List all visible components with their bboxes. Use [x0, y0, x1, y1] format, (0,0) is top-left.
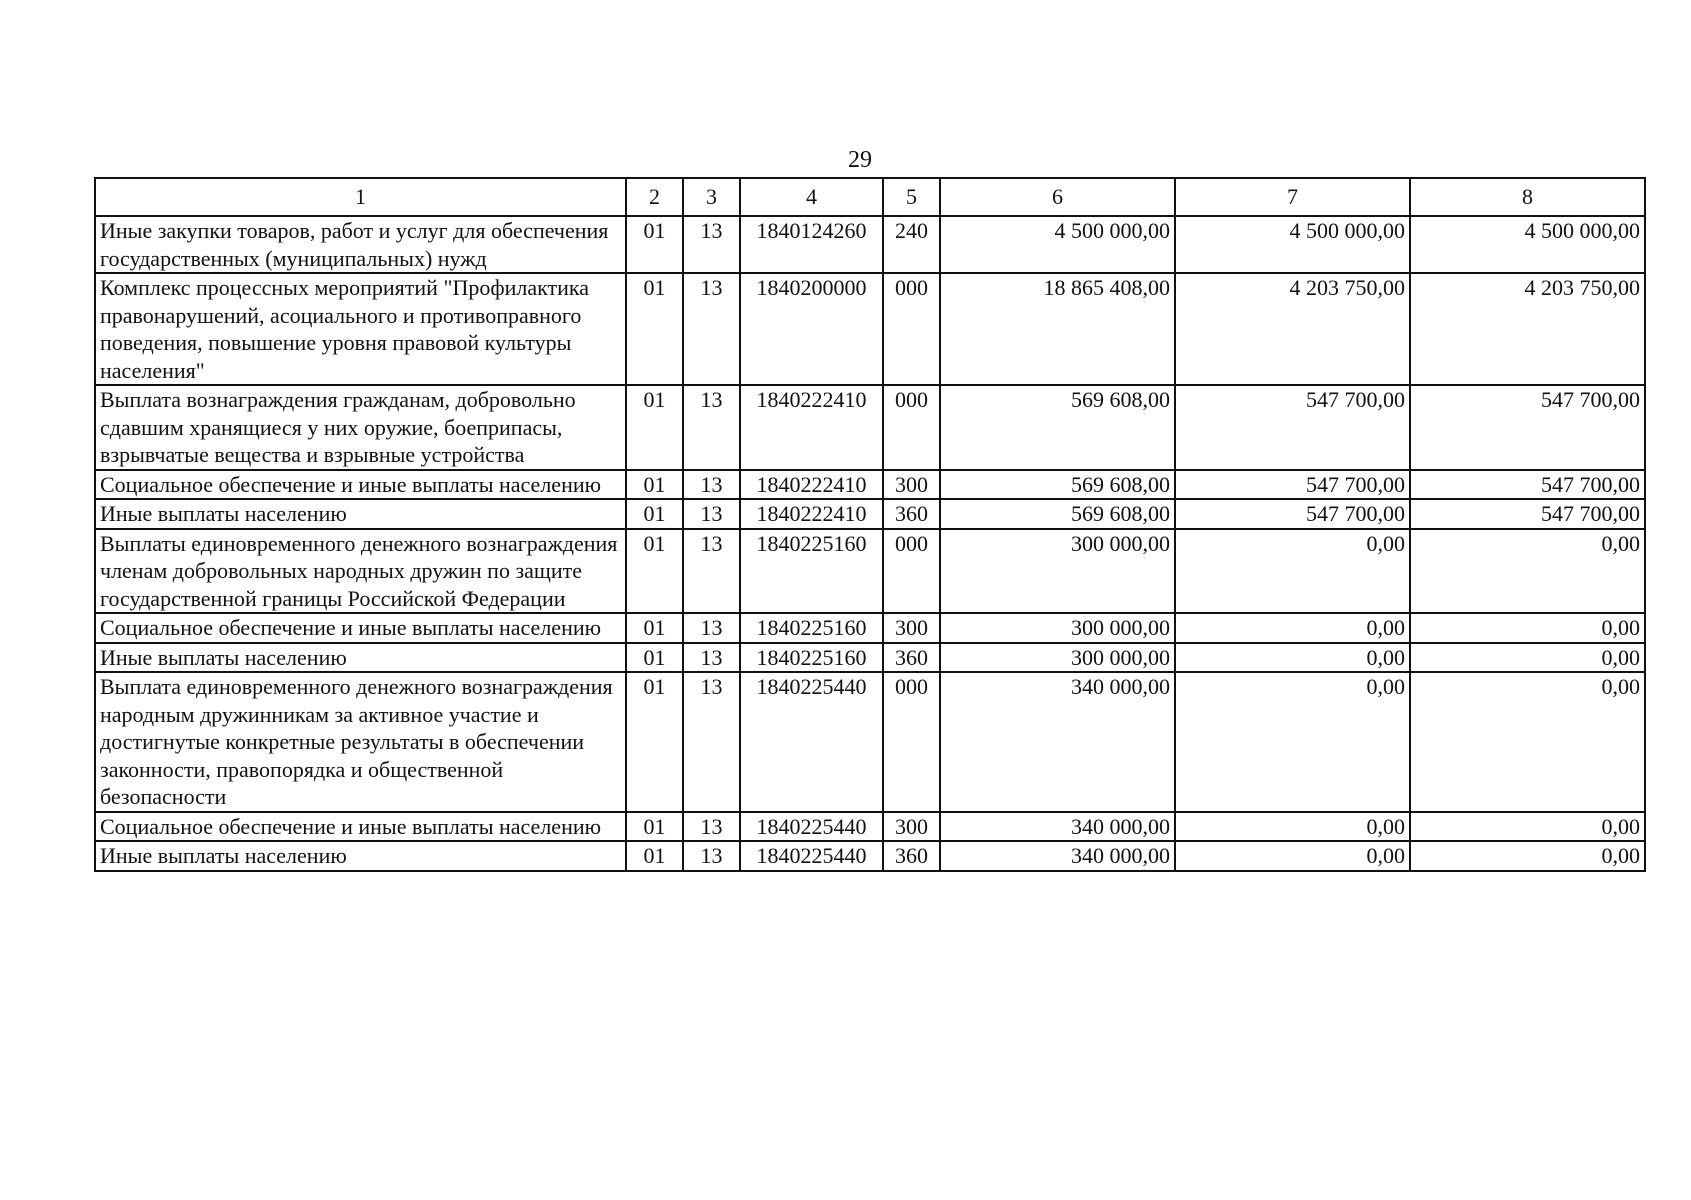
subsection-code: 13: [683, 499, 740, 529]
amount-col-8: 547 700,00: [1410, 385, 1645, 470]
section-code: 01: [626, 499, 683, 529]
expense-type-code: 360: [883, 841, 940, 871]
subsection-code: 13: [683, 643, 740, 673]
amount-col-6: 300 000,00: [940, 613, 1175, 643]
amount-col-8: 0,00: [1410, 812, 1645, 842]
amount-col-7: 4 500 000,00: [1175, 216, 1410, 273]
table-row: [95, 613, 1645, 643]
table-row: [95, 216, 1645, 273]
amount-col-7: 0,00: [1175, 672, 1410, 812]
table-row: [95, 470, 1645, 500]
subsection-code: 13: [683, 385, 740, 470]
amount-col-6: 340 000,00: [940, 812, 1175, 842]
budget-table: [94, 177, 1646, 872]
subsection-code: 13: [683, 613, 740, 643]
table-row: [95, 841, 1645, 871]
amount-col-8: 0,00: [1410, 613, 1645, 643]
amount-col-8: 0,00: [1410, 529, 1645, 614]
target-article-code: 1840225160: [740, 643, 883, 673]
item-name: Выплата единовременного денежного вознаграждения народным дружинникам за активное участие и достигнутые конкретные результаты в обеспечении законности, правопорядка и общественной безопасности: [95, 672, 626, 812]
target-article-code: 1840200000: [740, 273, 883, 385]
expense-type-code: 000: [883, 273, 940, 385]
table-row: [95, 529, 1645, 614]
amount-col-8: 0,00: [1410, 643, 1645, 673]
section-code: 01: [626, 216, 683, 273]
item-name: Иные выплаты населению: [95, 499, 626, 529]
section-code: 01: [626, 470, 683, 500]
expense-type-code: 240: [883, 216, 940, 273]
subsection-code: 13: [683, 470, 740, 500]
target-article-code: 1840225160: [740, 613, 883, 643]
item-name: Выплата вознаграждения гражданам, добровольно сдавшим хранящиеся у них оружие, боеприпасы, взрывчатые вещества и взрывные устройства: [95, 385, 626, 470]
amount-col-8: 547 700,00: [1410, 470, 1645, 500]
subsection-code: 13: [683, 216, 740, 273]
target-article-code: 1840225440: [740, 841, 883, 871]
target-article-code: 1840225440: [740, 812, 883, 842]
item-name: Социальное обеспечение и иные выплаты населению: [95, 470, 626, 500]
subsection-code: 13: [683, 273, 740, 385]
expense-type-code: 000: [883, 385, 940, 470]
target-article-code: 1840225440: [740, 672, 883, 812]
expense-type-code: 000: [883, 672, 940, 812]
column-header: 8: [1410, 178, 1645, 216]
table-header-row: [95, 178, 1645, 216]
amount-col-6: 18 865 408,00: [940, 273, 1175, 385]
item-name: Комплекс процессных мероприятий "Профилактика правонарушений, асоциального и противоправного поведения, повышение уровня правовой культуры населения": [95, 273, 626, 385]
table-row: [95, 385, 1645, 470]
expense-type-code: 300: [883, 613, 940, 643]
item-name: Иные закупки товаров, работ и услуг для обеспечения государственных (муниципальных) нужд: [95, 216, 626, 273]
amount-col-7: 547 700,00: [1175, 470, 1410, 500]
amount-col-8: 0,00: [1410, 672, 1645, 812]
subsection-code: 13: [683, 812, 740, 842]
expense-type-code: 360: [883, 643, 940, 673]
amount-col-7: 547 700,00: [1175, 499, 1410, 529]
section-code: 01: [626, 812, 683, 842]
amount-col-6: 569 608,00: [940, 499, 1175, 529]
target-article-code: 1840225160: [740, 529, 883, 614]
section-code: 01: [626, 672, 683, 812]
column-header: 4: [740, 178, 883, 216]
column-header: 5: [883, 178, 940, 216]
subsection-code: 13: [683, 841, 740, 871]
amount-col-6: 340 000,00: [940, 672, 1175, 812]
expense-type-code: 300: [883, 470, 940, 500]
section-code: 01: [626, 273, 683, 385]
subsection-code: 13: [683, 672, 740, 812]
item-name: Социальное обеспечение и иные выплаты населению: [95, 812, 626, 842]
target-article-code: 1840222410: [740, 385, 883, 470]
item-name: Иные выплаты населению: [95, 643, 626, 673]
expense-type-code: 300: [883, 812, 940, 842]
section-code: 01: [626, 529, 683, 614]
amount-col-8: 0,00: [1410, 841, 1645, 871]
page-number: 29: [848, 147, 872, 173]
target-article-code: 1840222410: [740, 470, 883, 500]
amount-col-6: 300 000,00: [940, 643, 1175, 673]
amount-col-7: 0,00: [1175, 643, 1410, 673]
expense-type-code: 000: [883, 529, 940, 614]
target-article-code: 1840222410: [740, 499, 883, 529]
expense-type-code: 360: [883, 499, 940, 529]
amount-col-6: 4 500 000,00: [940, 216, 1175, 273]
item-name: Выплаты единовременного денежного вознаграждения членам добровольных народных дружин по защите государственной границы Российской Федерации: [95, 529, 626, 614]
amount-col-7: 0,00: [1175, 812, 1410, 842]
amount-col-7: 547 700,00: [1175, 385, 1410, 470]
amount-col-7: 0,00: [1175, 529, 1410, 614]
amount-col-6: 569 608,00: [940, 385, 1175, 470]
section-code: 01: [626, 841, 683, 871]
item-name: Иные выплаты населению: [95, 841, 626, 871]
item-name: Социальное обеспечение и иные выплаты населению: [95, 613, 626, 643]
amount-col-7: 0,00: [1175, 613, 1410, 643]
column-header: 2: [626, 178, 683, 216]
amount-col-8: 4 203 750,00: [1410, 273, 1645, 385]
amount-col-6: 569 608,00: [940, 470, 1175, 500]
amount-col-6: 340 000,00: [940, 841, 1175, 871]
section-code: 01: [626, 643, 683, 673]
table-row: [95, 643, 1645, 673]
amount-col-6: 300 000,00: [940, 529, 1175, 614]
section-code: 01: [626, 613, 683, 643]
table-row: [95, 672, 1645, 812]
column-header: 6: [940, 178, 1175, 216]
section-code: 01: [626, 385, 683, 470]
amount-col-7: 0,00: [1175, 841, 1410, 871]
column-header: 1: [95, 178, 626, 216]
amount-col-8: 4 500 000,00: [1410, 216, 1645, 273]
subsection-code: 13: [683, 529, 740, 614]
column-header: 3: [683, 178, 740, 216]
column-header: 7: [1175, 178, 1410, 216]
amount-col-8: 547 700,00: [1410, 499, 1645, 529]
table-row: [95, 499, 1645, 529]
amount-col-7: 4 203 750,00: [1175, 273, 1410, 385]
target-article-code: 1840124260: [740, 216, 883, 273]
table-row: [95, 273, 1645, 385]
table-row: [95, 812, 1645, 842]
